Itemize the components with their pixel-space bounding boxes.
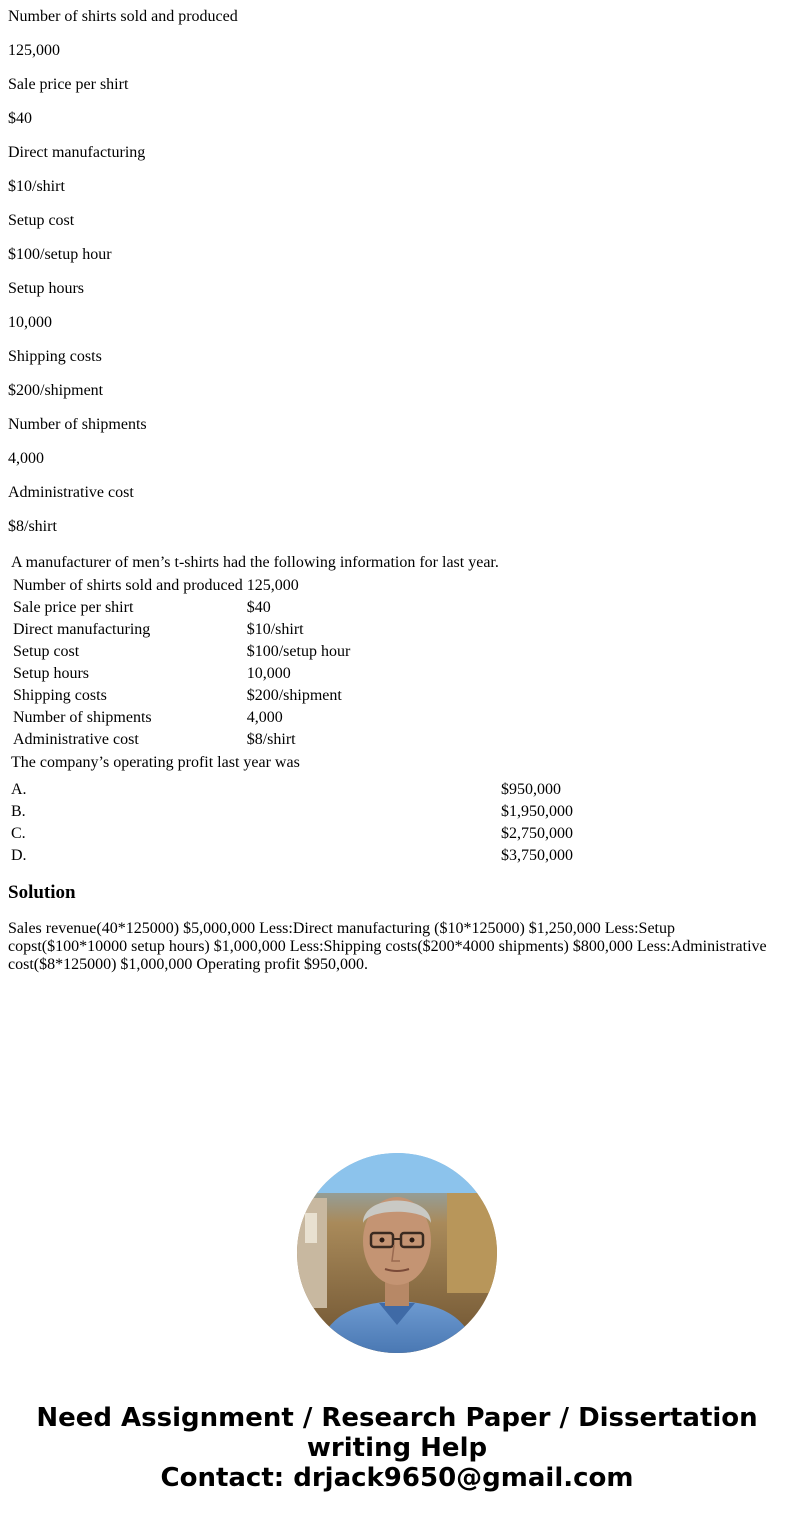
row-label: Number of shirts sold and produced: [13, 577, 243, 594]
row-label: Sale price per shirt: [13, 599, 134, 616]
row-label: Administrative cost: [13, 731, 139, 748]
promo-contact: Contact: drjack9650@gmail.com: [160, 1463, 634, 1493]
table-row: [12, 686, 351, 706]
author-avatar: [297, 1153, 497, 1353]
choice-row: [10, 846, 786, 866]
row-value: 125,000: [246, 577, 299, 594]
solution-heading: Solution: [8, 882, 76, 903]
row-label: Shipping costs: [13, 687, 107, 704]
table-row: [12, 576, 351, 596]
summary-line: 125,000: [8, 42, 60, 59]
summary-line: $200/shipment: [8, 382, 104, 399]
row-value: $200/shipment: [246, 687, 342, 704]
summary-line: Setup hours: [8, 280, 84, 297]
table-row: [12, 598, 351, 618]
choice-row: [10, 802, 786, 822]
table-row: [12, 730, 351, 750]
promo-banner: [0, 1403, 794, 1493]
summary-line: 10,000: [8, 314, 52, 331]
solution-section: [8, 880, 786, 974]
solution-text: Sales revenue(40*125000) $5,000,000 Less:Direct manufacturing ($10*125000) $1,250,000 Less:Setup copst($100*10000 setup hours) $1,000,000 Less:Shipping costs($200*4000 shipments) $800,000 Less:Administrative cost($8*125000) $1,000,000 Operating profit $950,000.: [8, 920, 767, 973]
answer-choices: [8, 778, 788, 868]
choice-row: [10, 780, 786, 800]
table-row: [12, 708, 351, 728]
row-value: 4,000: [246, 709, 283, 726]
summary-line: $40: [8, 110, 32, 127]
summary-line: Setup cost: [8, 212, 75, 229]
choice-value: $1,950,000: [501, 803, 573, 820]
table-row: [12, 642, 351, 662]
summary-line: 4,000: [8, 450, 44, 467]
row-label: Number of shipments: [13, 709, 152, 726]
table-row: [12, 620, 351, 640]
problem-data-table: [10, 574, 353, 752]
choice-row: [10, 824, 786, 844]
row-value: $40: [246, 599, 271, 616]
promo-line: writing Help: [306, 1433, 488, 1463]
choice-value: $2,750,000: [501, 825, 573, 842]
row-value: $8/shirt: [246, 731, 296, 748]
summary-line: Administrative cost: [8, 484, 134, 501]
summary-line: $10/shirt: [8, 178, 65, 195]
summary-line: Shipping costs: [8, 348, 102, 365]
row-label: Direct manufacturing: [13, 621, 151, 638]
choice-letter: D.: [11, 847, 27, 864]
portrait-image: [297, 1153, 497, 1353]
summary-line: Direct manufacturing: [8, 144, 146, 161]
problem-block: [8, 552, 786, 868]
summary-line: Number of shipments: [8, 416, 147, 433]
choice-letter: A.: [11, 781, 27, 798]
summary-line: Number of shirts sold and produced: [8, 8, 238, 25]
row-value: 10,000: [246, 665, 291, 682]
row-value: $10/shirt: [246, 621, 304, 638]
choice-letter: B.: [11, 803, 26, 820]
problem-question: The company’s operating profit last year was: [11, 754, 300, 771]
problem-intro: A manufacturer of men’s t-shirts had the following information for last year.: [11, 554, 499, 571]
table-row: [12, 664, 351, 684]
choice-letter: C.: [11, 825, 26, 842]
choice-value: $950,000: [501, 781, 561, 798]
summary-line: $100/setup hour: [8, 246, 112, 263]
row-value: $100/setup hour: [246, 643, 351, 660]
choice-value: $3,750,000: [501, 847, 573, 864]
row-label: Setup cost: [13, 643, 80, 660]
summary-line: Sale price per shirt: [8, 76, 129, 93]
promo-line: Need Assignment / Research Paper / Dissertation: [36, 1403, 758, 1433]
summary-line: $8/shirt: [8, 518, 57, 535]
row-label: Setup hours: [13, 665, 89, 682]
summary-list: [8, 0, 786, 544]
